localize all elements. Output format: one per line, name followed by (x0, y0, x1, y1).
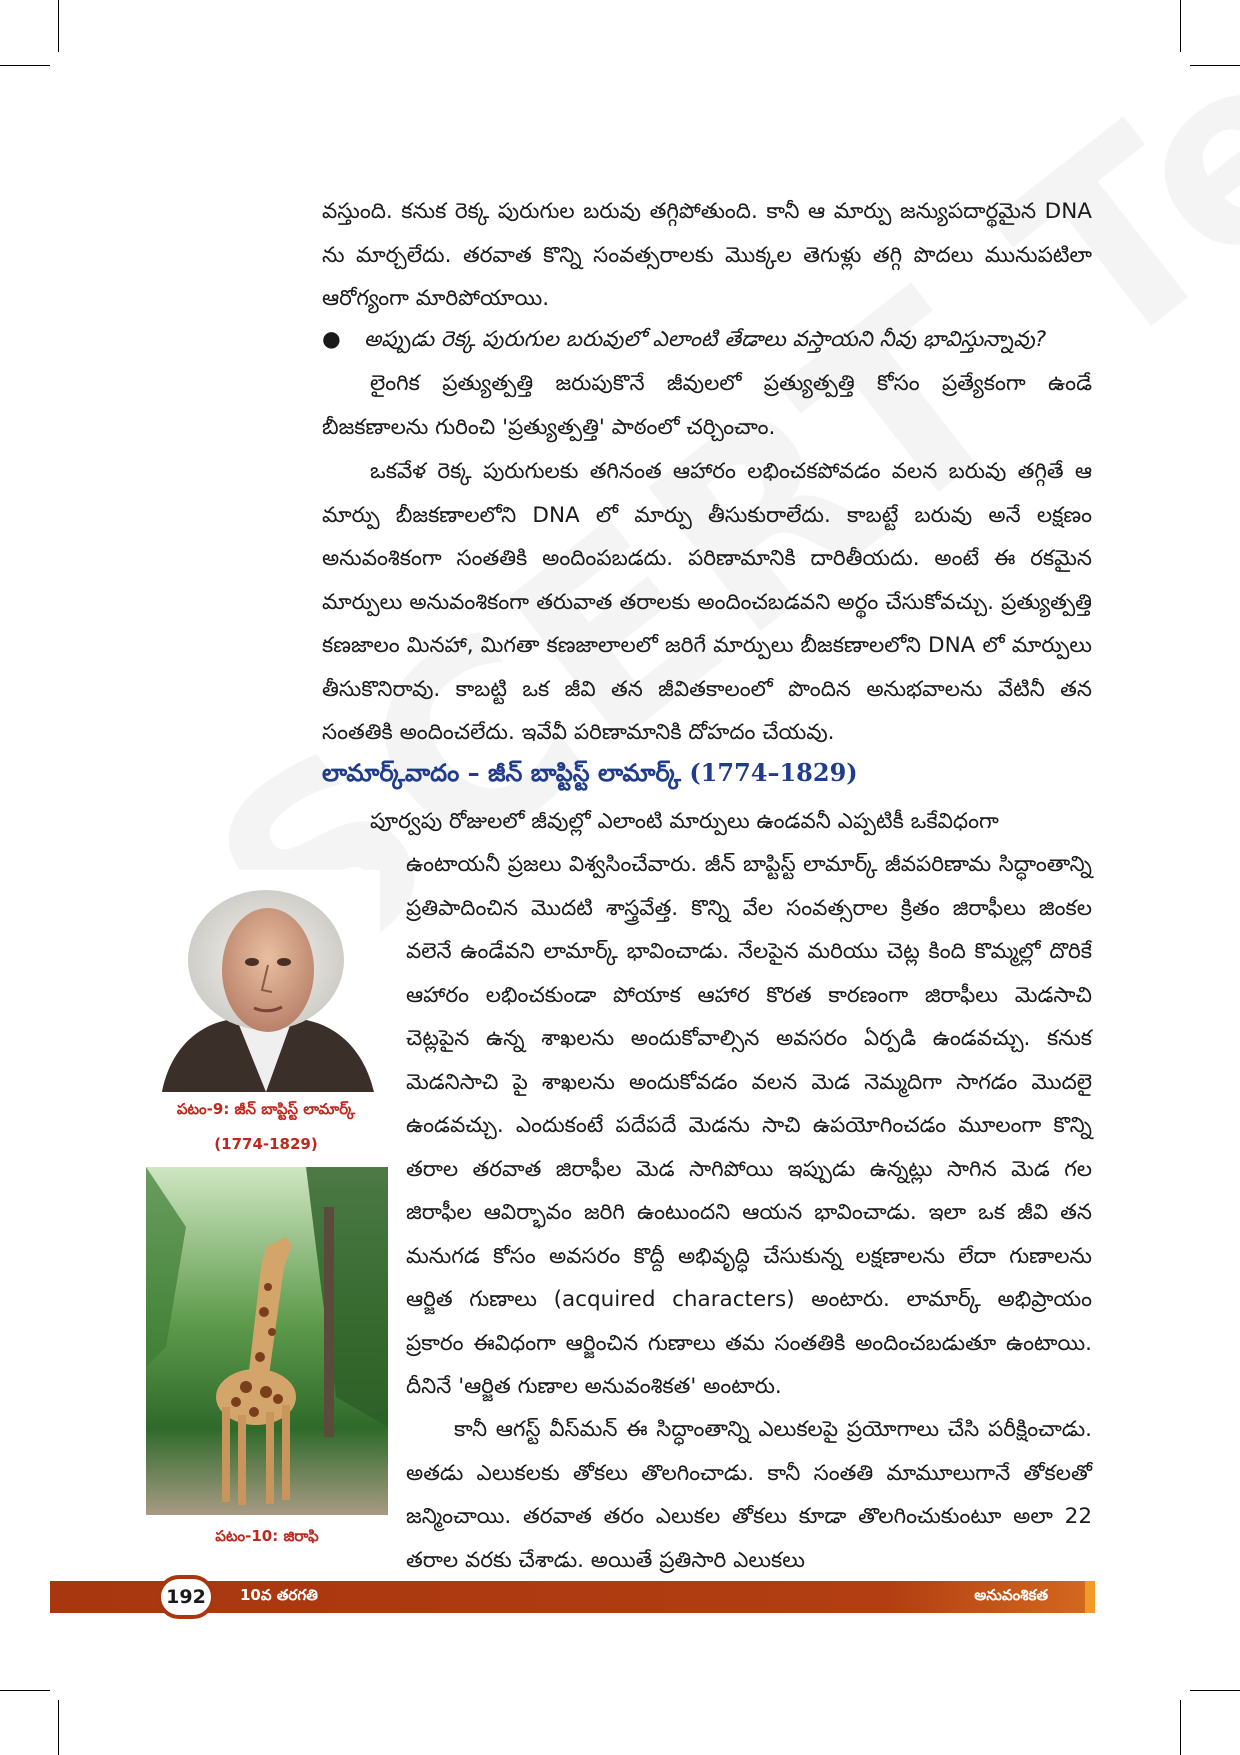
paragraph-4-first-line: పూర్వపు రోజులలో జీవుల్లో ఎలాంటి మార్పులు ఉండవనీ ఎప్పటికీ ఒకేవిధంగా (370, 809, 999, 834)
page-number: 192 (157, 1575, 215, 1619)
crop-mark (1190, 65, 1240, 66)
paragraph-1: వస్తుంది. కనుక రెక్క పురుగుల బరువు తగ్గిపోతుంది. కానీ ఆ మార్పు జన్యుపదార్థమైన DNA ను మార్చలేదు. తరవాత కొన్ని సంవత్సరాలకు మొక్కల తెగుళ్లు తగ్గి పొదలు మునుపటిలా ఆరోగ్యంగా మారిపోయాయి. (322, 199, 1092, 311)
section-heading (322, 758, 858, 793)
crop-mark (1180, 0, 1181, 52)
lamarck-portrait-image (152, 870, 380, 1092)
figure-9-caption: పటం-9: జీన్ బాప్టిస్ట్ లామార్క్ (176, 1100, 356, 1118)
crop-mark (58, 0, 59, 52)
footer-accent (1085, 1581, 1095, 1613)
giraffe-icon (146, 1167, 388, 1515)
section-heading-title: లామార్క్‌వాదం – జీన్ బాప్టిస్ట్ లామార్క్ (322, 759, 681, 787)
paragraph-5: కానీ ఆగస్ట్ వీస్‌మన్ ఈ సిద్ధాంతాన్ని ఎలుకలపై ప్రయోగాలు చేసి పరీక్షించాడు. అతడు ఎలుకలకు తోకలు తొలగించాడు. కానీ సంతతి మామూలుగానే తోకలతో జన్మించాయి. తరవాత తరం ఎలుకల తోకలు కూడా తొలగించుకుంటూ అలా 22 తరాల వరకు చేశాడు. అయితే ప్రతిసారి ఎలుకలు (406, 1417, 1092, 1573)
crop-mark (0, 65, 50, 66)
figure-9-years: (1774-1829) (214, 1135, 318, 1153)
giraffe-image (146, 1167, 388, 1515)
crop-mark (0, 1690, 50, 1691)
figure-10-caption: పటం-10: జిరాఫి (215, 1527, 319, 1545)
crop-mark (58, 1700, 59, 1755)
bullet-text: అప్పుడు రెక్క పురుగుల బరువులో ఎలాంటి తేడాలు వస్తాయని నీవు భావిస్తున్నావు? (364, 327, 1047, 352)
crop-mark (1180, 1700, 1181, 1755)
footer-chapter: అనువంశికత (974, 1586, 1048, 1604)
paragraph-4: ఉంటాయనీ ప్రజలు విశ్వసించేవారు. జీన్ బాప్టిస్ట్ లామార్క్ జీవపరిణామ సిద్ధాంతాన్ని ప్రతిపాదించిన మొదటి శాస్త్రవేత్త. కొన్ని వేల సంవత్సరాల క్రితం జిరాఫీలు జింకల వలెనే ఉండేవని లామార్క్ భావించాడు. నేలపైన మరియు చెట్ల కింది కొమ్మల్లో దొరికే ఆహారం లభించకుండా పోయాక ఆహార కొరత కారణంగా జిరాఫీలు మెడసాచి చెట్లపైన ఉన్న శాఖలను అందుకోవాల్సిన అవసరం ఏర్పడి ఉండవచ్చు. కనుక మెడనిసాచి పై శాఖలను అందుకోవడం వలన మెడ నెమ్మదిగా సాగడం మొదలై ఉండవచ్చు. ఎందుకంటే పదేపదే మెడను సాచి ఉపయోగించడం మూలంగా కొన్ని తరాల తరవాత జిరాఫీల మెడ సాగిపోయి ఇప్పుడు ఉన్నట్లు సాగిన మెడ గల జిరాఫీల ఆవిర్భావం జరిగి ఉంటుందని ఆయన భావించాడు. ఇలా ఒక జీవి తన మనుగడ కోసం అవసరం కొద్దీ అభివృద్ధి చేసుకున్న లక్షణాలను లేదా గుణాలను ఆర్జిత గుణాలు (acquired characters) అంటారు. లామార్క్ అభిప్రాయం ప్రకారం ఈవిధంగా ఆర్జించిన గుణాలు తమ సంతతికి అందించబడుతూ ఉంటాయి. దీనినే 'ఆర్జిత గుణాల అనువంశికత' అంటారు. (406, 852, 1092, 1399)
paragraph-3: ఒకవేళ రెక్క పురుగులకు తగినంత ఆహారం లభించకపోవడం వలన బరువు తగ్గితే ఆ మార్పు బీజకణాలలోని DNA లో మార్పు తీసుకురాలేదు. కాబట్టే బరువు అనే లక్షణం అనువంశికంగా సంతతికి అందింపబడదు. పరిణామానికి దారితీయదు. అంటే ఈ రకమైన మార్పులు అనువంశికంగా తరువాత తరాలకు అందించబడవని అర్థం చేసుకోవచ్చు. ప్రత్యుత్పత్తి కణజాలం మినహా, మిగతా కణజాలాలలో జరిగే మార్పులు బీజకణాలలోని DNA లో మార్పులు తీసుకొనిరావు. కాబట్టి ఒక జీవి తన జీవితకాలంలో పొందిన అనుభవాలను వేటినీ తన సంతతికి అందించలేదు. ఇవేవీ పరిణామానికి దోహదం చేయవు. (322, 459, 1092, 745)
bullet-icon: ● (322, 327, 341, 352)
paragraph-2: లైంగిక ప్రత్యుత్పత్తి జరుపుకొనే జీవులలో ప్రత్యుత్పత్తి కోసం ప్రత్యేకంగా ఉండే బీజకణాలను గురించి 'ప్రత్యుత్పత్తి' పాఠంలో చర్చించాం. (322, 371, 1092, 440)
crop-mark (1190, 1690, 1240, 1691)
section-heading-years: (1774–1829) (689, 758, 858, 787)
lamarck-portrait-icon (152, 870, 380, 1092)
footer-class-label: 10వ తరగతి (240, 1586, 318, 1604)
